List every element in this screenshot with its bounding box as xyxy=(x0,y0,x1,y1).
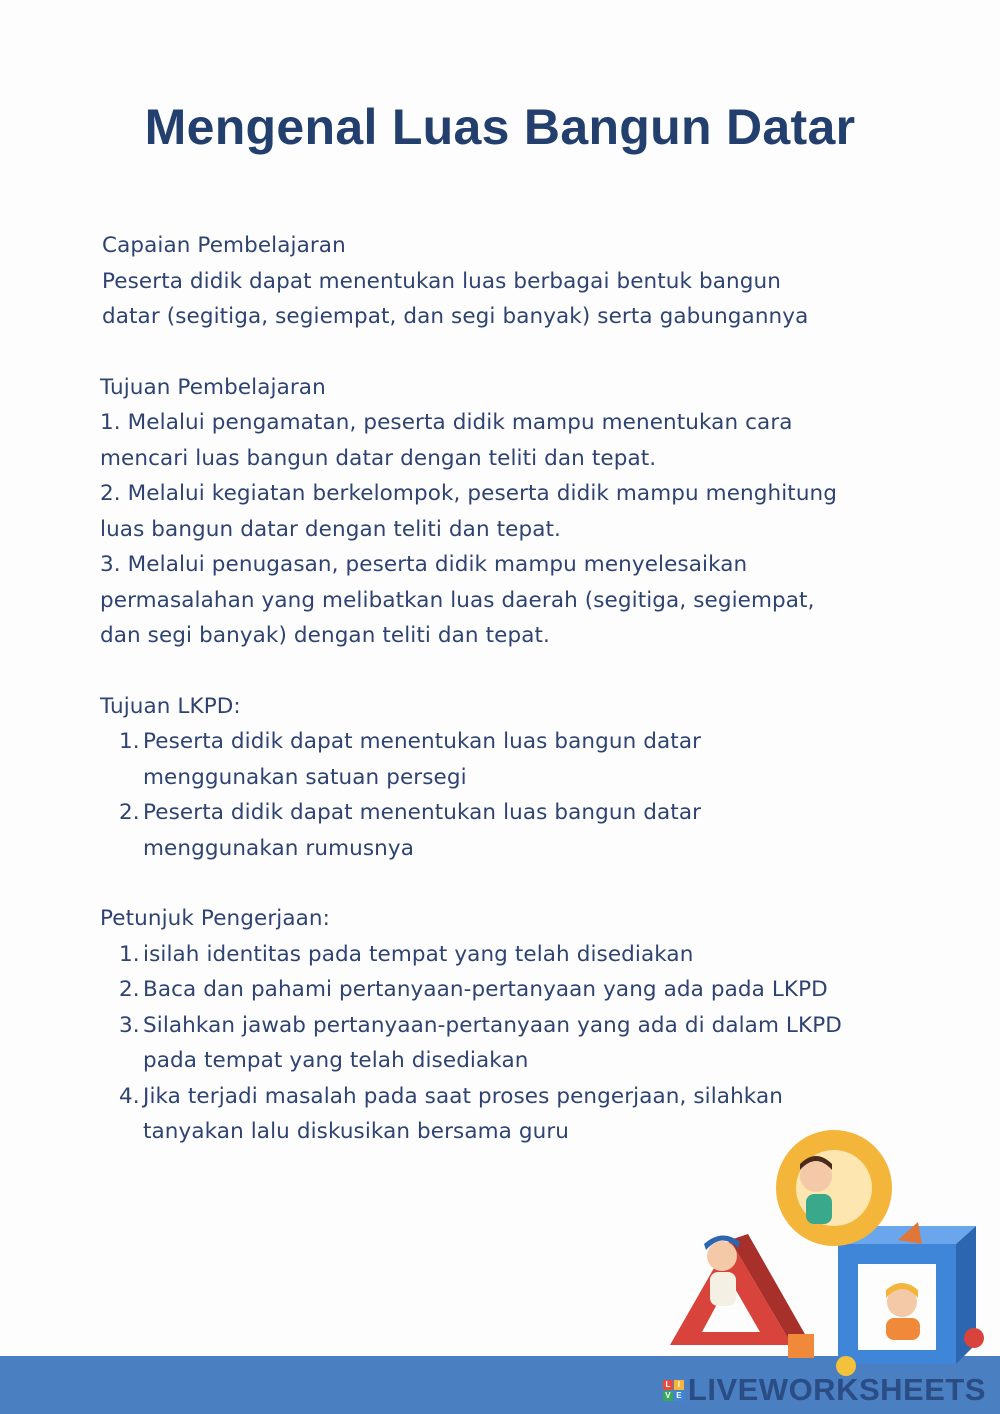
list-line: Jika terjadi masalah pada saat proses pengerjaan, silahkan xyxy=(143,1083,783,1109)
kid-body xyxy=(806,1194,832,1224)
list-line: Peserta didik dapat menentukan luas bangun datar xyxy=(143,729,702,754)
tujuan-line: 1. Melalui pengamatan, peserta didik mampu menentukan cara xyxy=(100,410,793,435)
list-item xyxy=(100,1008,950,1079)
list-line: pada tempat yang telah disediakan xyxy=(143,1048,529,1073)
list-number: 2. xyxy=(119,800,140,825)
capaian-line: datar (segitiga, segiempat, dan segi banyak) serta gabungannya xyxy=(102,304,809,329)
list-number: 1. xyxy=(119,941,140,967)
tujuan-line: mencari luas bangun datar dengan teliti dan tepat. xyxy=(100,445,657,471)
logo-letter: L xyxy=(663,1380,673,1390)
tujuan-line: permasalahan yang melibatkan luas daerah (segitiga, segiempat, xyxy=(100,587,815,613)
capaian-line: Peserta didik dapat menentukan luas berbagai bentuk bangun xyxy=(102,268,781,294)
section-petunjuk xyxy=(100,901,950,1150)
small-block xyxy=(788,1334,814,1358)
list-line: menggunakan satuan persegi xyxy=(143,764,467,790)
section-capaian xyxy=(100,228,950,335)
list-item xyxy=(100,724,950,795)
capaian-heading: Capaian Pembelajaran xyxy=(102,233,346,258)
logo-letter: V xyxy=(663,1391,673,1401)
section-tujuan xyxy=(100,370,950,654)
liveworksheets-logo[interactable] xyxy=(663,1372,986,1408)
page-title: Mengenal Luas Bangun Datar xyxy=(144,99,856,155)
list-number: 2. xyxy=(119,977,140,1002)
petunjuk-heading: Petunjuk Pengerjaan: xyxy=(100,906,330,931)
tujuan-line: luas bangun datar dengan teliti dan tepat. xyxy=(100,516,561,542)
list-number: 1. xyxy=(119,729,140,754)
logo-letter: I xyxy=(674,1380,684,1390)
logo-grid-icon xyxy=(663,1380,684,1401)
petunjuk-list xyxy=(100,937,950,1150)
list-line: Silahkan jawab pertanyaan-pertanyaan yang ada di dalam LKPD xyxy=(143,1012,842,1038)
kid-face xyxy=(707,1241,737,1271)
small-dot xyxy=(964,1328,984,1348)
list-line: menggunakan rumusnya xyxy=(143,835,414,861)
section-lkpd xyxy=(100,689,950,867)
tujuan-line: 2. Melalui kegiatan berkelompok, peserta didik mampu menghitung xyxy=(100,481,838,506)
tujuan-heading: Tujuan Pembelajaran xyxy=(100,374,326,400)
list-line: Peserta didik dapat menentukan luas bangun datar xyxy=(143,800,702,825)
logo-text: LIVEWORKSHEETS xyxy=(687,1372,986,1407)
tujuan-line: 3. Melalui penugasan, peserta didik mampu menyelesaikan xyxy=(100,552,748,577)
tujuan-line: dan segi banyak) dengan teliti dan tepat. xyxy=(100,623,550,648)
list-number: 4. xyxy=(119,1083,140,1109)
list-line: isilah identitas pada tempat yang telah disediakan xyxy=(143,941,694,967)
kid-body xyxy=(886,1318,920,1340)
kid-body xyxy=(710,1272,736,1306)
list-item xyxy=(100,972,950,1008)
list-number: 3. xyxy=(119,1012,140,1038)
list-line: Baca dan pahami pertanyaan-pertanyaan yang ada pada LKPD xyxy=(143,977,828,1002)
lkpd-heading: Tujuan LKPD: xyxy=(100,693,241,719)
logo-letter: E xyxy=(674,1391,684,1401)
list-line: tanyakan lalu diskusikan bersama guru xyxy=(143,1119,570,1144)
list-item xyxy=(100,795,950,866)
worksheet-content xyxy=(100,228,950,1185)
list-item xyxy=(100,937,950,973)
lkpd-list xyxy=(100,724,950,866)
